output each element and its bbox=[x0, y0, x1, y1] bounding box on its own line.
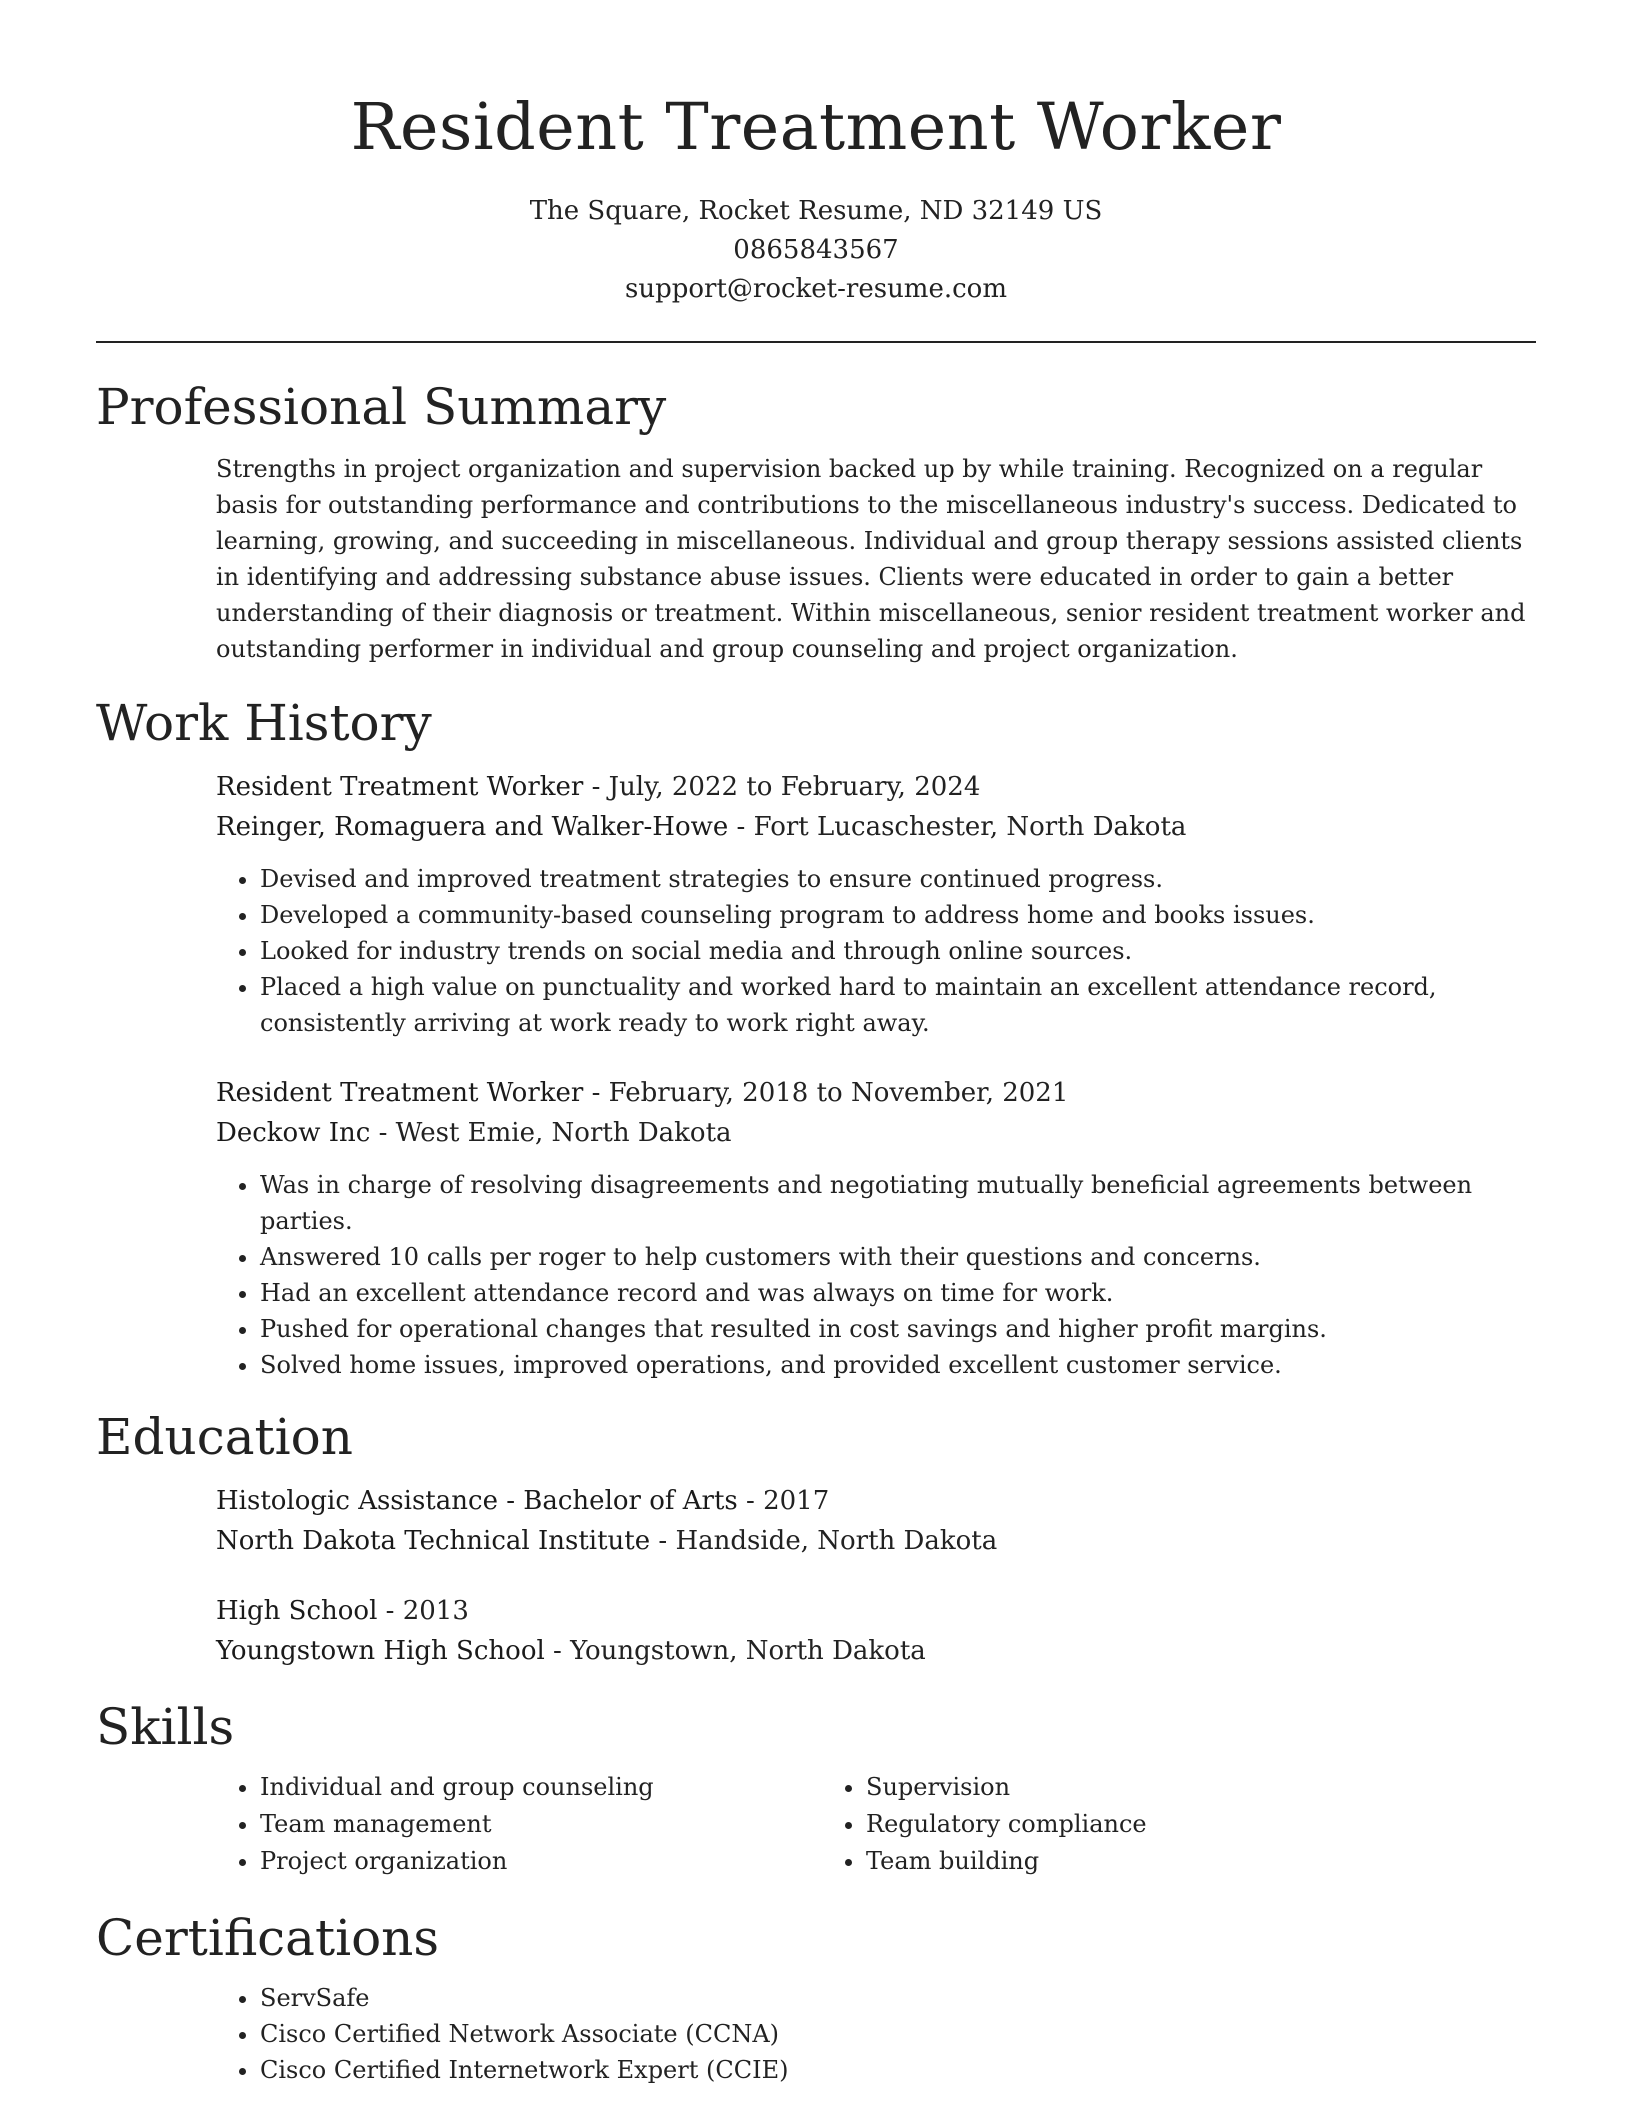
certifications-body bbox=[216, 1980, 1536, 2088]
list-item: • Developed a community-based counseling program to address home and books issues. bbox=[260, 897, 1536, 933]
summary-heading: Professional Summary bbox=[96, 378, 667, 436]
list-item: • Answered 10 calls per roger to help customers with their questions and concerns. bbox=[260, 1239, 1536, 1275]
skills-section bbox=[96, 1695, 1536, 1880]
job-role: Resident Treatment Worker bbox=[216, 772, 584, 802]
list-item: • Had an excellent attendance record and was always on time for work. bbox=[260, 1275, 1536, 1311]
list-item: • Cisco Certified Network Associate (CCNA) bbox=[260, 2016, 1536, 2052]
job-company: Reinger, Romaguera and Walker-Howe bbox=[216, 812, 729, 842]
job-location: - West Emie, North Dakota bbox=[370, 1118, 732, 1148]
job-title-line bbox=[216, 767, 1536, 807]
list-item: • Supervision bbox=[866, 1769, 1428, 1806]
work-heading: Work History bbox=[96, 694, 432, 752]
contact-block bbox=[96, 192, 1536, 309]
degree-year: - 2013 bbox=[377, 1596, 469, 1626]
resume-page bbox=[96, 0, 1536, 2088]
email-text: support@rocket-resume.com bbox=[624, 274, 1007, 304]
certifications-list bbox=[216, 1980, 1536, 2088]
candidate-name: Resident Treatment Worker bbox=[350, 90, 1282, 165]
list-item: • Team building bbox=[866, 1843, 1428, 1880]
education-section bbox=[96, 1405, 1536, 1671]
job-title-line bbox=[216, 1073, 1536, 1113]
education-entry bbox=[216, 1481, 1536, 1561]
degree-name: High School bbox=[216, 1596, 378, 1626]
degree-line bbox=[216, 1591, 1536, 1631]
work-section bbox=[96, 691, 1536, 1383]
summary-text: Strengths in project organization and supervision backed up by while training. Recognized on a regular basis for outstanding performance and contributions to the miscellaneous industry's success. Dedicated to learning, growing, and succeeding in miscellaneous. Individual and group therapy sessions assisted clients in identifying and addressing substance abuse issues. Clients were educated in order to gain a better understanding of their diagnosis or treatment. Within miscellaneous, senior resident treatment worker and outstanding performer in individual and group counseling and project organization. bbox=[216, 455, 1526, 663]
header-divider bbox=[96, 341, 1536, 343]
school-location: - Handside, North Dakota bbox=[650, 1526, 998, 1556]
education-entry bbox=[216, 1591, 1536, 1671]
resume-header bbox=[96, 0, 1536, 343]
phone-text: 0865843567 bbox=[733, 235, 899, 265]
job-company-line bbox=[216, 807, 1536, 847]
list-item: • Was in charge of resolving disagreements and negotiating mutually beneficial agreements between parties. bbox=[260, 1167, 1536, 1239]
list-item: • Solved home issues, improved operations, and provided excellent customer service. bbox=[260, 1347, 1536, 1383]
summary-section bbox=[96, 375, 1536, 667]
certifications-section bbox=[96, 1906, 1536, 2088]
job-entry bbox=[216, 1073, 1536, 1383]
school-line bbox=[216, 1521, 1536, 1561]
list-item: • Individual and group counseling bbox=[260, 1769, 822, 1806]
job-company: Deckow Inc bbox=[216, 1118, 371, 1148]
job-dates: - July, 2022 to February, 2024 bbox=[583, 772, 981, 802]
list-item: • Team management bbox=[260, 1806, 822, 1843]
education-heading: Education bbox=[96, 1408, 353, 1466]
list-item: • Placed a high value on punctuality and worked hard to maintain an excellent attendance record, consistently arriving at work ready to work right away. bbox=[260, 969, 1536, 1041]
degree-line bbox=[216, 1481, 1536, 1521]
list-item: • ServSafe bbox=[260, 1980, 1536, 2016]
list-item: • Devised and improved treatment strategies to ensure continued progress. bbox=[260, 861, 1536, 897]
summary-body bbox=[216, 451, 1536, 667]
school-location: - Youngstown, North Dakota bbox=[544, 1636, 926, 1666]
school-name: Youngstown High School bbox=[216, 1636, 545, 1666]
degree-name: Histologic Assistance - Bachelor of Arts bbox=[216, 1486, 738, 1516]
job-dates: - February, 2018 to November, 2021 bbox=[583, 1078, 1069, 1108]
list-item: • Pushed for operational changes that resulted in cost savings and higher profit margins. bbox=[260, 1311, 1536, 1347]
certifications-heading: Certifications bbox=[96, 1909, 440, 1967]
job-entry bbox=[216, 767, 1536, 1041]
list-item: • Cisco Certified Internetwork Expert (CCIE) bbox=[260, 2052, 1536, 2088]
job-role: Resident Treatment Worker bbox=[216, 1078, 584, 1108]
school-line bbox=[216, 1631, 1536, 1671]
job-bullets bbox=[216, 1167, 1536, 1383]
list-item: • Regulatory compliance bbox=[866, 1806, 1428, 1843]
school-name: North Dakota Technical Institute bbox=[216, 1526, 651, 1556]
job-location: - Fort Lucaschester, North Dakota bbox=[728, 812, 1187, 842]
address-text: The Square, Rocket Resume, ND 32149 US bbox=[529, 196, 1103, 226]
list-item: • Project organization bbox=[260, 1843, 822, 1880]
list-item: • Looked for industry trends on social media and through online sources. bbox=[260, 933, 1536, 969]
degree-year: - 2017 bbox=[737, 1486, 830, 1516]
skills-list-left bbox=[216, 1769, 822, 1880]
job-company-line bbox=[216, 1113, 1536, 1153]
skills-list-right bbox=[822, 1769, 1428, 1880]
skills-heading: Skills bbox=[96, 1698, 235, 1756]
skills-grid bbox=[216, 1769, 1536, 1880]
job-bullets bbox=[216, 861, 1536, 1041]
